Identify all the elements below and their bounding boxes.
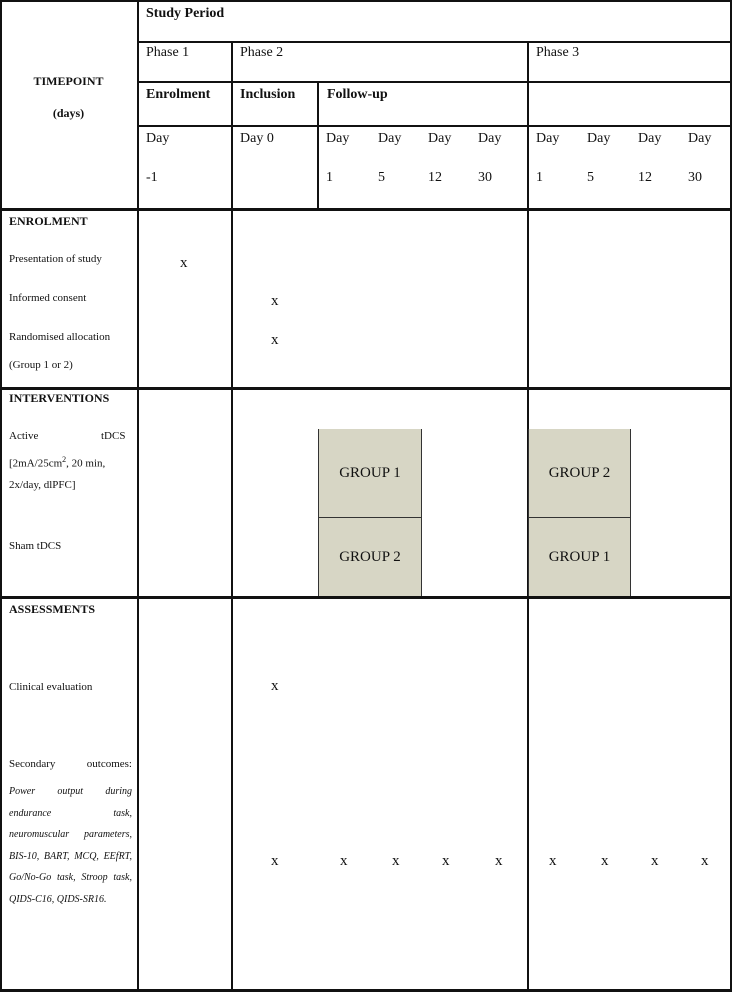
row-label-presentation: Presentation of study xyxy=(9,253,102,265)
mark-x: x xyxy=(271,678,279,694)
superscript: 2 xyxy=(62,455,67,464)
group-label: GROUP 2 xyxy=(548,464,611,481)
day-number: 12 xyxy=(638,170,652,185)
grid-line xyxy=(0,0,2,992)
timepoint-label: TIMEPOINT xyxy=(33,74,104,88)
group-label: GROUP 1 xyxy=(548,548,611,565)
grid-line xyxy=(138,41,732,43)
active-tdcs-params xyxy=(9,455,105,470)
active-tdcs-word2: tDCS xyxy=(101,430,126,442)
mark-x: x xyxy=(180,255,188,271)
row-label-group: (Group 1 or 2) xyxy=(9,359,73,371)
mark-x: x xyxy=(651,853,659,869)
timepoint-unit: (days) xyxy=(52,106,85,120)
active-tdcs-duration: , 20 min, xyxy=(66,457,106,470)
mark-x: x xyxy=(340,853,348,869)
active-tdcs-frequency: 2x/day, dlPFC] xyxy=(9,479,76,491)
grid-line xyxy=(0,596,732,599)
grid-line xyxy=(317,82,319,210)
day-label: Day xyxy=(146,131,170,146)
day-label: Day xyxy=(478,131,502,146)
row-label-clinical: Clinical evaluation xyxy=(9,681,93,693)
phase-2-label: Phase 2 xyxy=(240,45,284,60)
grid-line xyxy=(231,42,233,992)
day-number: 1 xyxy=(326,170,333,185)
grid-line xyxy=(137,0,139,992)
group-label: GROUP 2 xyxy=(339,548,401,565)
sham-tdcs-label: Sham tDCS xyxy=(9,540,62,552)
day-number: 5 xyxy=(378,170,385,185)
group-box-followup-bottom xyxy=(318,518,422,596)
grid-line xyxy=(0,387,732,390)
day-label: Day xyxy=(587,131,611,146)
phase-3-label: Phase 3 xyxy=(536,45,580,60)
row-label-consent: Informed consent xyxy=(9,292,87,304)
row-label-secondary: Secondary outcomes: xyxy=(9,758,132,770)
active-tdcs-word1: Active xyxy=(9,430,39,442)
stage-follow-up: Follow-up xyxy=(327,87,388,102)
group-box-phase3-top xyxy=(528,429,631,518)
mark-x: x xyxy=(392,853,400,869)
day-number: 30 xyxy=(478,170,492,185)
mark-x: x xyxy=(601,853,609,869)
stage-enrolment: Enrolment xyxy=(146,87,211,102)
mark-x: x xyxy=(549,853,557,869)
section-title-enrolment: ENROLMENT xyxy=(9,214,88,228)
day-number: 1 xyxy=(536,170,543,185)
row-label-randomised: Randomised allocation xyxy=(9,331,111,343)
study-period-title: Study Period xyxy=(146,6,225,21)
day-label: Day xyxy=(688,131,712,146)
grid-line xyxy=(138,81,732,83)
mark-x: x xyxy=(271,293,279,309)
group-box-followup-top xyxy=(318,429,422,518)
group-label: GROUP 1 xyxy=(339,464,401,481)
grid-line xyxy=(138,125,732,127)
mark-x: x xyxy=(495,853,503,869)
mark-x: x xyxy=(271,853,279,869)
grid-line xyxy=(0,0,732,2)
day-label: Day xyxy=(638,131,662,146)
phase-1-label: Phase 1 xyxy=(146,45,190,60)
grid-line xyxy=(0,208,732,211)
section-title-interventions: INTERVENTIONS xyxy=(9,391,110,405)
secondary-outcomes-list: Power output during endurance task, neuromuscular parameters, BIS-10, BART, MCQ, EEfRT, Go/No-Go task, Stroop task, QIDS-C16, QIDS-SR16. xyxy=(9,786,132,905)
day-label: Day xyxy=(326,131,350,146)
day-number: -1 xyxy=(146,170,158,185)
section-title-assessments: ASSESSMENTS xyxy=(9,602,96,616)
stage-inclusion: Inclusion xyxy=(240,87,296,102)
day-label: Day xyxy=(378,131,402,146)
group-box-phase3-bottom xyxy=(528,518,631,596)
active-tdcs-dose: [2mA/25cm xyxy=(9,457,63,470)
mark-x: x xyxy=(701,853,709,869)
day-number: 30 xyxy=(688,170,702,185)
day-label: Day 0 xyxy=(240,131,274,146)
day-label: Day xyxy=(536,131,560,146)
day-number: 5 xyxy=(587,170,594,185)
mark-x: x xyxy=(271,332,279,348)
day-number: 12 xyxy=(428,170,442,185)
mark-x: x xyxy=(442,853,450,869)
day-label: Day xyxy=(428,131,452,146)
